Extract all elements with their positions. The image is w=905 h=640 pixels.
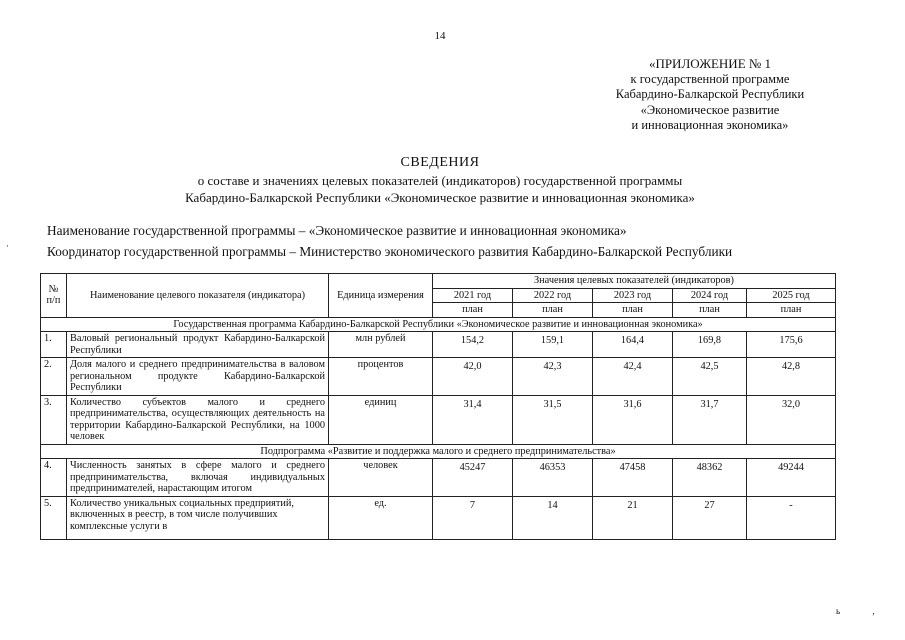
value-cell: 154,2 [433, 332, 513, 358]
value-cell: 21 [593, 496, 673, 539]
value-cell: 47458 [593, 459, 673, 497]
value-cell: 175,6 [747, 332, 836, 358]
subtitle-line: Кабардино-Балкарской Республики «Экономическое развитие и инновационная экономика» [185, 190, 695, 205]
indicator-name: Численность занятых в сфере малого и среднего предпринимательства, включая индивидуальных предпринимателей, нарастающим итогом [67, 459, 329, 497]
appendix-line: к государственной программе [630, 71, 790, 86]
header-plan: план [747, 303, 836, 318]
value-cell: 31,4 [433, 395, 513, 444]
table-row [41, 358, 836, 396]
appendix-line: и инновационная экономика» [631, 118, 789, 132]
appendix-line: «ПРИЛОЖЕНИЕ № 1 [648, 56, 772, 71]
indicator-unit: единиц [329, 395, 433, 444]
indicator-name: Количество субъектов малого и среднего предпринимательства, осуществляющих деятельность на территории Кабардино-Балкарской Республики, на 1000 человек [67, 395, 329, 444]
header-year: 2021 год [433, 288, 513, 303]
scan-dot: · [6, 241, 9, 251]
value-cell: - [747, 496, 836, 539]
value-cell: 42,5 [673, 358, 747, 396]
program-coordinator: Координатор государственной программы – Министерство экономического развития Кабардино-Балкарской Республики [47, 244, 733, 259]
header-unit: Единица измерения [329, 274, 433, 318]
indicator-unit: млн рублей [329, 332, 433, 358]
row-num: 3. [41, 395, 67, 444]
document-title: СВЕДЕНИЯ [400, 155, 480, 170]
row-num: 2. [41, 358, 67, 396]
section-subprogram-row: Подпрограмма «Развитие и поддержка малого и среднего предпринимательства» [41, 444, 836, 459]
value-cell: 42,4 [593, 358, 673, 396]
indicator-name: Доля малого и среднего предпринимательства в валовом региональном продукте Кабардино-Балкарской Республики [67, 358, 329, 396]
value-cell: 7 [433, 496, 513, 539]
value-cell: 48362 [673, 459, 747, 497]
indicator-unit: ед. [329, 496, 433, 539]
header-year: 2025 год [747, 288, 836, 303]
value-cell: 164,4 [593, 332, 673, 358]
program-name: Наименование государственной программы – «Экономическое развитие и инновационная экономика» [47, 223, 627, 238]
row-num: 1. [41, 332, 67, 358]
value-cell: 42,8 [747, 358, 836, 396]
value-cell: 49244 [747, 459, 836, 497]
value-cell: 45247 [433, 459, 513, 497]
stray-marks: ь , [836, 606, 875, 616]
value-cell: 14 [513, 496, 593, 539]
indicator-name: Валовый региональный продукт Кабардино-Балкарской Республики [67, 332, 329, 358]
table-row [41, 459, 836, 497]
row-num: 5. [41, 496, 67, 539]
program-meta [47, 220, 732, 262]
indicators-table [40, 273, 836, 540]
value-cell: 31,6 [593, 395, 673, 444]
appendix-block [560, 56, 860, 134]
value-cell: 159,1 [513, 332, 593, 358]
header-year: 2023 год [593, 288, 673, 303]
indicator-unit: процентов [329, 358, 433, 396]
header-plan: план [593, 303, 673, 318]
header-year: 2024 год [673, 288, 747, 303]
header-name: Наименование целевого показателя (индикатора) [67, 274, 329, 318]
value-cell: 169,8 [673, 332, 747, 358]
header-plan: план [433, 303, 513, 318]
appendix-line: «Экономическое развитие [640, 102, 780, 117]
value-cell: 32,0 [747, 395, 836, 444]
header-num: № п/п [41, 274, 67, 318]
indicator-unit: человек [329, 459, 433, 497]
appendix-line: Кабардино-Балкарской Республики [615, 87, 805, 101]
subtitle-line: о составе и значениях целевых показателей (индикаторов) государственной программы [197, 173, 683, 188]
header-year: 2022 год [513, 288, 593, 303]
page-number: 14 [434, 30, 446, 42]
header-plan: план [513, 303, 593, 318]
table-row [41, 395, 836, 444]
indicator-name: Количество уникальных социальных предприятий, включенных в реестр, в том числе получивших комплексные услуги в [67, 496, 329, 539]
table-row [41, 496, 836, 539]
value-cell: 46353 [513, 459, 593, 497]
row-num: 4. [41, 459, 67, 497]
section-program-row: Государственная программа Кабардино-Балкарской Республики «Экономическое развитие и инновационная экономика» [41, 317, 836, 332]
document-subtitle [60, 172, 820, 206]
value-cell: 42,0 [433, 358, 513, 396]
header-plan: план [673, 303, 747, 318]
table-row [41, 332, 836, 358]
header-values-group: Значения целевых показателей (индикаторов) [433, 274, 836, 289]
value-cell: 31,7 [673, 395, 747, 444]
value-cell: 31,5 [513, 395, 593, 444]
value-cell: 27 [673, 496, 747, 539]
value-cell: 42,3 [513, 358, 593, 396]
